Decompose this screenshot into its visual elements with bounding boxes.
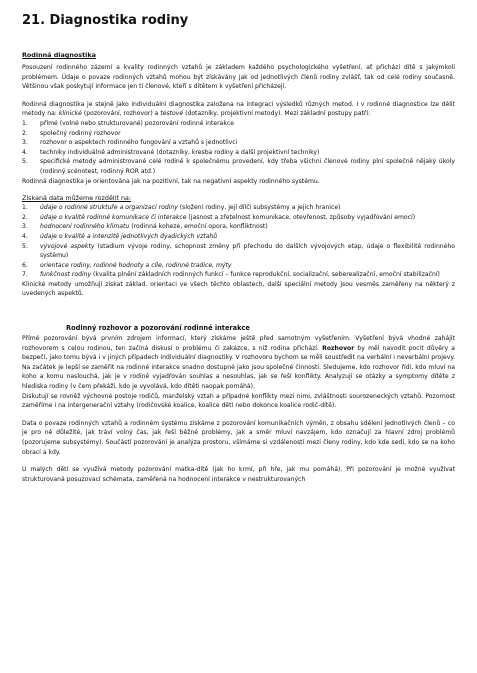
list-item: 2. údaje o kvalitě rodinné komunikace či interakce (jasnost a zřetelnost komunikace, otevřenost, způsoby vyjadřování emocí) [22, 213, 416, 221]
list-item: 5. specifické metody administrované celé rodině k společnému provedení, kdy třeba všichni členové rodiny plní společně nějaký úkoly (rodinný scénotest, rodinný ROR atd.) [22, 158, 455, 175]
paragraph: U malých dětí se využívá metody pozorování matka-dítě (jak ho krmí, při hře, jak mu pomáhá). Při pozorování je možné využívat strukturovaná posuzovací schémata, zaměřená na hodnocení interakce v nestrukturovaných [22, 466, 455, 483]
data-categories-list [22, 203, 455, 280]
section-heading-ziskana-data: Získaná data můžeme rozdělit na: [22, 194, 132, 203]
list-item: 3. hodnocení rodinného klimatu (rodinná koheze, emoční opora, konfliktnost) [22, 223, 268, 231]
methods-list [22, 119, 455, 177]
paragraph: Posouzení rodinného zázemí a kvality rodinných vztahů je základem každého psychologického vyšetření, ať přichází dítě s jakýmkoli problémem. Údaje o povaze rodinných vztahů mohou být získávány jak od jednotlivých členů rodiny zvlášť, tak od celé rodiny současně. Většinou však poskytují informace jen ti členové, kteří s dítětem k vyšetření přicházejí. [22, 64, 455, 91]
paragraph: Klinické metody umožňují získat základ. orientaci ve všech těchto oblastech, další speciální metody jsou vesměs zaměřeny na některý z uvedených aspektů. [22, 280, 455, 298]
paragraph: Rodinná diagnostika je orientována jak na pozitivní, tak na negativní aspekty rodinného systému. [22, 177, 320, 185]
list-item: 1. údaje o rodinné struktuře a organizaci rodiny (složení rodiny, její dílčí subsystémy a jejich hranice) [22, 204, 341, 212]
section-heading-rodinny-rozhovor: Rodinný rozhovor a pozorování rodinné interakce [66, 324, 250, 333]
section-heading-rodinna-diagnostika: Rodinná diagnostika [22, 51, 96, 59]
paragraph: Rodinná diagnostika je stejně jako individuální diagnostika založena na integraci výsledků různých metod. I v rodinné diagnostice lze dělit metody na: klinické (pozorování, rozhovor) a testové (dotazníky, projektivní metody). Mezi základní postupy patří: [22, 100, 455, 118]
list-item: 4. údaje o kvalitě a intenzitě jednotlivých dyadických vztahů [22, 232, 218, 240]
paragraph: Diskutují se rovněž výchovné postoje rodičů, manželský vztah a případné konflikty mezi nimi, zvláštnosti sourozeneckých vztahů. Pozornost zaměříme i na intergenerační vztahy (rodičovské koalice, koalice dětí nebo dokonce koalice rodič-dítě). [22, 392, 455, 410]
list-item: 6. orientace rodiny, rodinné hodnoty a cíle, rodinné tradice, mýty [22, 261, 232, 269]
list-item: 2. společný rodinný rozhovor [22, 129, 121, 137]
list-item: 4. techniky individuálně administrované (dotazníky, kresba rodiny a další projektivní techniky) [22, 148, 320, 156]
page-title: 21. Diagnostika rodiny [22, 13, 189, 28]
paragraph: Data o povaze rodinných vztahů a rodinném systému získáme z pozorování komunikačních výměn, z obsahu sdělení jednotlivých členů – co je pro ně důležité, jak tráví volný čas, jak řeší běžné problémy, jak a směr mluví navzájem, kdo označují za hlavní zdroj problémů (pozorujeme subsystémy). Součástí pozorování je analýza prostoru, všímáme si vzdáleností mezi členy rodiny, kdo kde sedí, kdo se na koho obrací a kdy. [22, 419, 455, 456]
paragraph: Přímé pozorování bývá prvním zdrojem informací, který získáme ještě před samotným vyšetřením. Vyšetření bývá vhodné zahájit rozhovorem s celou rodinou, ten začíná diskusí o problému či zakázce, s níž rodina přichází. Rozhovor by měl navodit pocit důvěry a bezpečí, jako tomu bývá i v jiných případech individuální diagnostiky. V rozhovoru bychom se měli soustředit na verbální i neverbální projevy. Na začátek je lepší se zaměřit na rodinné interakce snadno dostupné jako jsou společné činnosti. Sledujeme, kdo rozhovor řídí, kdo mluví na koho a komu naslouchá, jak je v rodině vyjadřován souhlas a nesouhlas, jak se řeší konflikty. Analyzují se otázky a symptomy dítěte z hlediska rodiny (v čem překáží, kdo je vyvolává, kdo dítěti naopak pomáhá). [22, 335, 455, 391]
list-item: 1. přímé (volné nebo strukturované) pozorování rodinné interakce [22, 119, 234, 127]
list-item: 7. funkčnost rodiny (kvalita plnění základních rodinných funkcí – funkce reprodukční, socializační, seberealizační, emoční stabilizační) [22, 271, 440, 279]
list-item: 3. rozhovor o aspektech rodinného fungování a vztahů s jednotlivci [22, 139, 238, 147]
list-item: 5. vývojové aspekty (stadium vývoje rodiny, schopnost změny při přechodu do dalších vývojových etap, údaje o flexibilitě rodinného systému) [22, 242, 456, 260]
